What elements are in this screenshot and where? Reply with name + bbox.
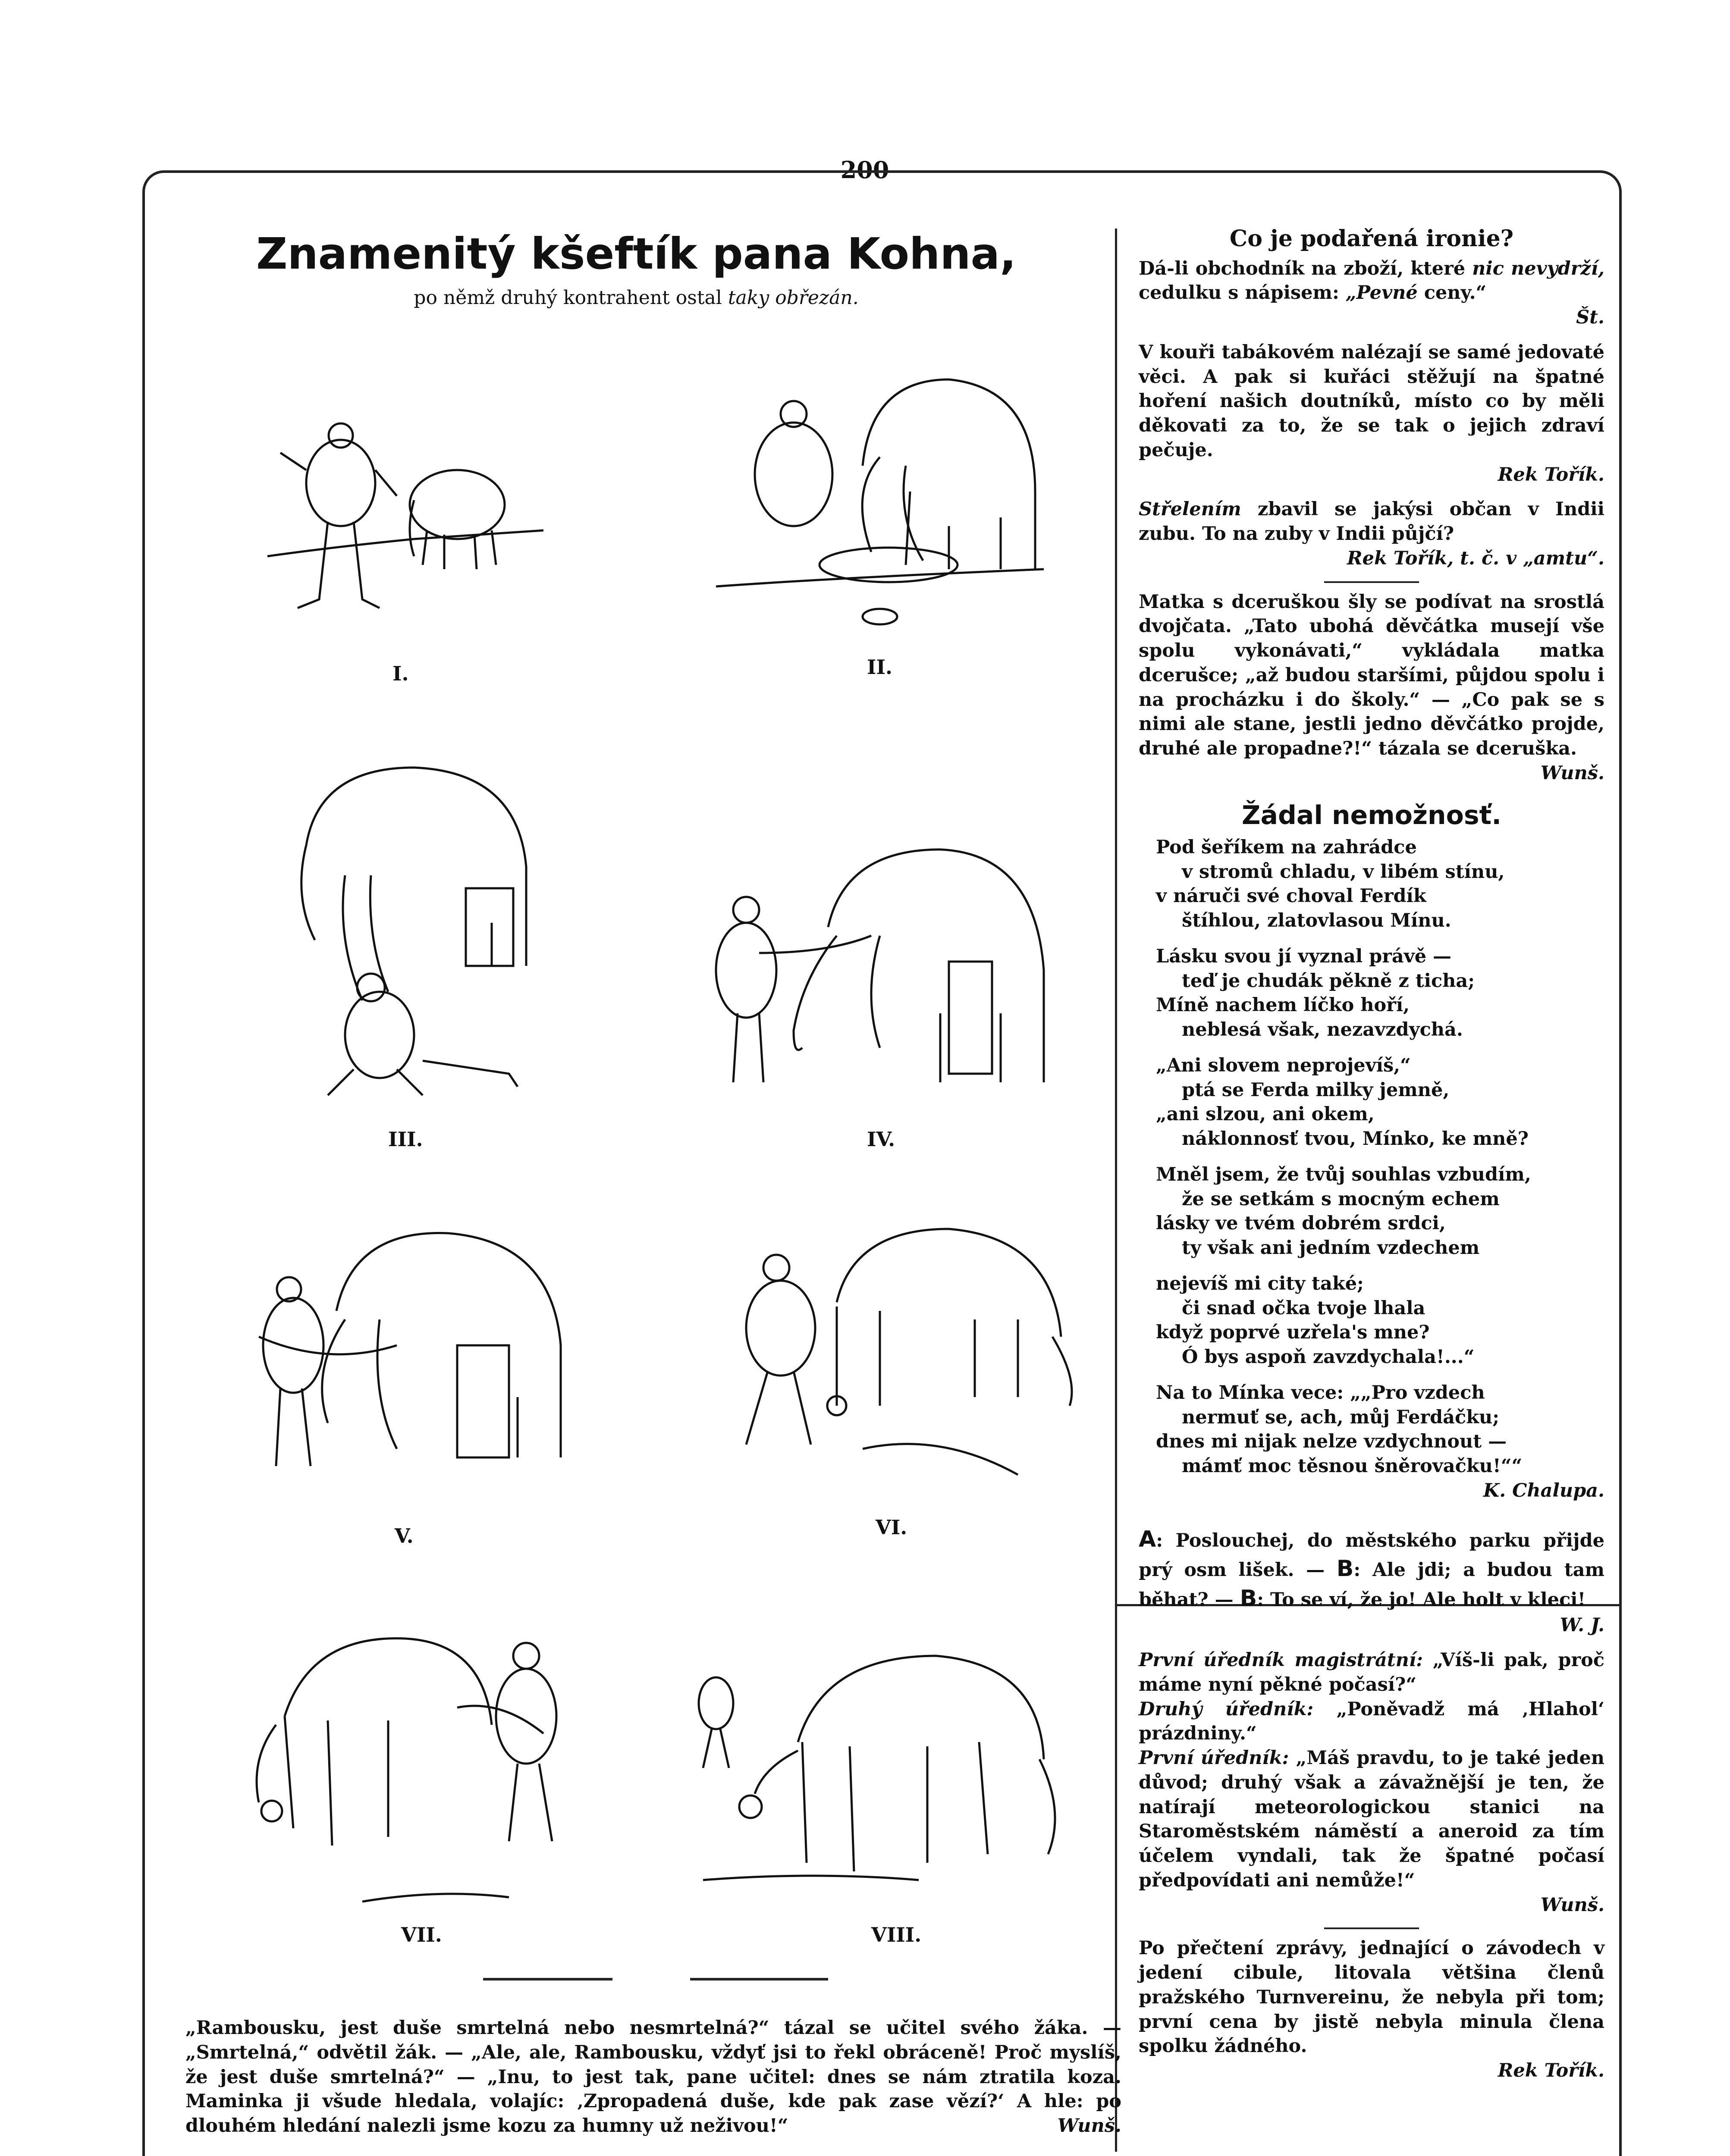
foxes-signature: W. J. (1560, 1614, 1604, 1636)
poem-line: Mněl jsem, že tvůj souhlas vzbudím, (1156, 1163, 1531, 1185)
poem-line: nejevíš mi city také; (1156, 1272, 1364, 1294)
poem-line: Na to Mínka vece: „„Pro vzdech (1156, 1382, 1485, 1404)
poem-line: v stromů chladu, v libém stínu, (1182, 861, 1505, 883)
poem-line: „Ani slovem neprojevíš,“ (1156, 1054, 1411, 1076)
officials-label-1: První úředník magistrátní: (1139, 1649, 1423, 1671)
cartoon-subtitle (173, 287, 1100, 309)
panel-numeral-4: IV. (867, 1128, 895, 1151)
page-number: 200 (840, 156, 889, 184)
panel-2-drawing (707, 362, 1052, 638)
poem-line: Lásku svou jí vyznal právě — (1156, 945, 1452, 967)
panel-numeral-8: VIII. (871, 1923, 922, 1946)
shot-text: zbavil se jakýsi občan v Indii zubu. To na zuby v Indii půjčí? (1139, 498, 1604, 545)
panel-numeral-2: II. (867, 655, 893, 679)
poem-line: Míně nachem líčko hoří, (1156, 994, 1410, 1016)
irony-signature: Št. (1576, 307, 1604, 329)
officials-paragraph (1139, 1648, 1604, 1917)
cartoon-panel-8 (686, 1639, 1096, 1923)
panel-7-drawing (224, 1621, 595, 1915)
tobacco-text: V kouři tabákovém nalézají se samé jedovaté věci. A pak si kuřáci stěžují na špatné hoření našich doutníků, místo co by měli děkovati za to, že se tak o jejich zdraví pečuje. (1139, 341, 1604, 461)
bottom-joke-text: „Rambousku, jest duše smrtelná nebo nesmrtelná?“ tázal se učitel svého žáka. — „Smrtelná,“ odvětil žák. — „Ale, ale, Rambousku, vždyť jsi to řekl obráceně! Proč myslíš, že jest duše smrtelná?“ — „Inu, to jest tak, pane učitel: dnes se nám ztratila koza. Maminka ji všude hledala, volajíc: ‚Zpropadená duše, kde pak zase vězí?‘ A hle: po dlouhém hledání nalezli jsme kozu za humny už neživou!“ (185, 2017, 1121, 2137)
poem-line: ptá se Ferda milky jemně, (1182, 1079, 1450, 1101)
shot-italic: Střelením (1139, 498, 1241, 520)
subtitle-plain: po němž druhý kontrahent ostal (414, 287, 722, 309)
poem-stanza-5 (1156, 1272, 1604, 1369)
poem-line: dnes mi nijak nelze vzdychnout — (1156, 1431, 1507, 1453)
poem-stanza-1 (1156, 835, 1604, 933)
subtitle-italic: taky obřezán. (728, 287, 859, 309)
poem-line: když poprvé uzřela's mne? (1156, 1322, 1430, 1344)
panel-numeral-1: I. (392, 662, 409, 685)
onion-signature: Rek Tořík. (1498, 2060, 1604, 2082)
cartoon-title: Znamenitý kšeftík pana Kohna, (256, 229, 1017, 279)
shot-signature: Rek Tořík, t. č. v „amtu“. (1347, 547, 1604, 569)
cartoon-panel-4 (699, 841, 1096, 1108)
jokes-column (1139, 224, 1604, 2093)
panel-1-drawing (242, 401, 552, 642)
poem-line: „ani slzou, ani okem, (1156, 1103, 1375, 1125)
shot-paragraph (1139, 497, 1604, 570)
poem-signature: K. Chalupa. (1483, 1479, 1604, 1501)
poem-line: nermuť se, ach, můj Ferdáčku; (1182, 1406, 1500, 1428)
poem-line: lásky ve tvém dobrém srdci, (1156, 1213, 1446, 1235)
cartoon-panel-3 (242, 759, 543, 1104)
tobacco-paragraph (1139, 340, 1604, 487)
panel-5-drawing (242, 1216, 578, 1492)
poem-line: neblesá však, nezavzdychá. (1182, 1019, 1463, 1041)
poem-stanza-2 (1156, 944, 1604, 1042)
panel-8-drawing (686, 1639, 1096, 1923)
poem-line: Pod šeříkem na zahrádce (1156, 836, 1417, 858)
poem-line: teď je chudák pěkně z ticha; (1182, 970, 1475, 992)
foxes-text-2: : Ale jdi; a budou tam běhat? — (1139, 1559, 1604, 1611)
panel-3-drawing (242, 759, 543, 1104)
poem-stanza-3 (1156, 1053, 1604, 1151)
officials-signature: Wunš. (1540, 1894, 1604, 1916)
panel-4-drawing (699, 841, 1096, 1108)
irony-text-1: Dá-li obchodník na zboží, které (1139, 257, 1466, 279)
poem-line: že se setkám s mocným echem (1182, 1188, 1500, 1210)
irony-text-3: ceny.“ (1424, 282, 1487, 304)
short-rule (1324, 581, 1419, 583)
panel-numeral-3: III. (388, 1128, 423, 1151)
twins-signature: Wunš. (1540, 762, 1604, 784)
bottom-joke-signature: Wunš. (1057, 2115, 1121, 2137)
officials-line-1: „Víš-li pak, proč máme nyní pěkné počasí?“ (1139, 1649, 1604, 1695)
cartoon-panel-6 (673, 1216, 1096, 1492)
onion-paragraph (1139, 1936, 1604, 2083)
short-rule-2 (1324, 1927, 1419, 1929)
poem-line: v náruči své choval Ferdík (1156, 885, 1426, 907)
onion-text: Po přečtení zprávy, jednající o závodech v jedení cibule, litovala většina členů pražského Turnvereinu, že nebyla při tom; první cena by jistě nebyla minula člena spolku žádného. (1139, 1937, 1604, 2057)
twins-paragraph (1139, 590, 1604, 786)
officials-label-2: Druhý úředník: (1139, 1698, 1314, 1720)
speaker-a: A (1139, 1526, 1156, 1552)
cartoon-section (173, 220, 1100, 309)
twins-text: Matka s dceruškou šly se podívat na srostlá dvojčata. „Tato ubohá děvčátka musejí vše spolu vykonávati,“ vykládala matka dcerušce; „až budou staršími, půjdou spolu i na procházku i do školy.“ — „Co pak se s nimi ale stane, jestli jedno děvčátko projde, druhé ale propadne?!“ tázala se dceruška. (1139, 591, 1604, 760)
tobacco-signature: Rek Tořík. (1498, 464, 1604, 486)
cartoon-panel-5 (242, 1216, 578, 1492)
ornament-rule-right (690, 1978, 828, 1981)
poem-line: mámť moc těsnou šněrovačku!““ (1182, 1455, 1523, 1477)
panel-numeral-6: VI. (876, 1516, 907, 1539)
poem-line: štíhlou, zlatovlasou Mínu. (1182, 910, 1451, 932)
cartoon-panel-1 (242, 401, 552, 642)
speaker-b-2: B (1240, 1585, 1257, 1611)
poem-line: ty však ani jedním vzdechem (1182, 1237, 1480, 1259)
foxes-text-3: : To se ví, že jo! Ale holt v kleci! (1257, 1589, 1586, 1611)
cartoon-panel-2 (707, 362, 1052, 638)
officials-line-2: „Poněvadž má ‚Hlahol‘ prázdniny.“ (1139, 1698, 1604, 1745)
officials-line-3: „Máš pravdu, to je také jeden důvod; druhý však a závažnější je ten, že natírají meteorologickou stanici na Staroměstském náměstí a aneroid za tím účelem vyndali, tak že špatné počasí předpovídati ani nemůže!“ (1139, 1747, 1604, 1891)
cartoon-panel-7 (224, 1621, 595, 1915)
poem-title: Žádal nemožnosť. (1241, 800, 1502, 830)
bottom-joke (185, 2016, 1121, 2138)
foxes-text-1: : Poslouchej, do městského parku přijde prý osm lišek. — (1139, 1529, 1604, 1581)
speaker-b: B (1336, 1556, 1354, 1582)
panel-numeral-5: V. (395, 1524, 414, 1548)
irony-paragraph (1139, 257, 1604, 330)
ornament-rule-left (483, 1978, 612, 1981)
panel-6-drawing (673, 1216, 1096, 1492)
irony-italic-2: „Pevné (1345, 282, 1418, 304)
poem-line: Ó bys aspoň zavzdychala!...“ (1182, 1346, 1475, 1368)
poem-stanza-4 (1156, 1163, 1604, 1260)
foxes-paragraph (1139, 1525, 1604, 1638)
poem-line: náklonnosť tvou, Mínko, ke mně? (1182, 1128, 1529, 1150)
irony-text-2: cedulku s nápisem: (1139, 282, 1339, 304)
irony-italic: nic nevydrží, (1472, 257, 1604, 279)
officials-label-3: První úředník: (1139, 1747, 1289, 1769)
panel-numeral-7: VII. (401, 1923, 442, 1946)
poem-line: či snad očka tvoje lhala (1182, 1297, 1425, 1319)
column-divider (1115, 229, 1117, 2152)
poem-stanza-6 (1156, 1381, 1604, 1503)
poem (1139, 835, 1604, 1503)
irony-title: Co je podařená ironie? (1229, 226, 1514, 252)
